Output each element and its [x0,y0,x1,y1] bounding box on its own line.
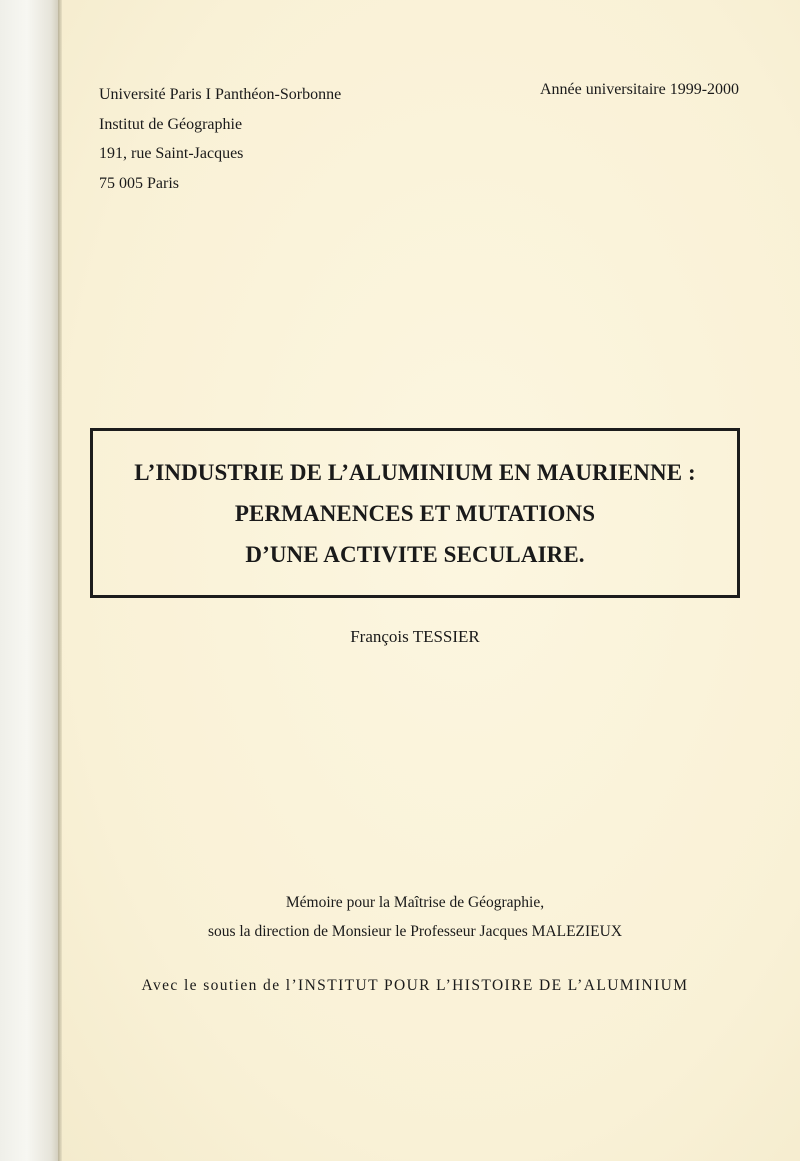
title-line-3: D’UNE ACTIVITE SECULAIRE. [245,541,585,567]
title-box [90,428,740,598]
university-name: Université Paris I Panthéon-Sorbonne [99,86,342,103]
memoire-degree: Mémoire pour la Maîtrise de Géographie, [285,894,545,911]
title-line-2: PERMANENCES ET MUTATIONS [234,500,596,526]
institution-address [99,80,341,198]
support-line: Avec le soutien de l’INSTITUT POUR L’HISTOIRE DE L’ALUMINIUM [141,977,689,994]
postal-city: 75 005 Paris [99,174,179,192]
author-name: François TESSIER [350,627,480,646]
institute-name: Institut de Géographie [99,115,243,133]
title-line-1: L’INDUSTRIE DE L’ALUMINIUM EN MAURIENNE : [134,459,696,485]
binding-strip [0,0,60,1161]
street-address: 191, rue Saint-Jacques [99,145,244,162]
memoire-supervisor: sous la direction de Monsieur le Professeur Jacques MALEZIEUX [207,923,623,940]
academic-year: Année universitaire 1999-2000 [540,81,740,98]
memoire-info [90,888,740,946]
